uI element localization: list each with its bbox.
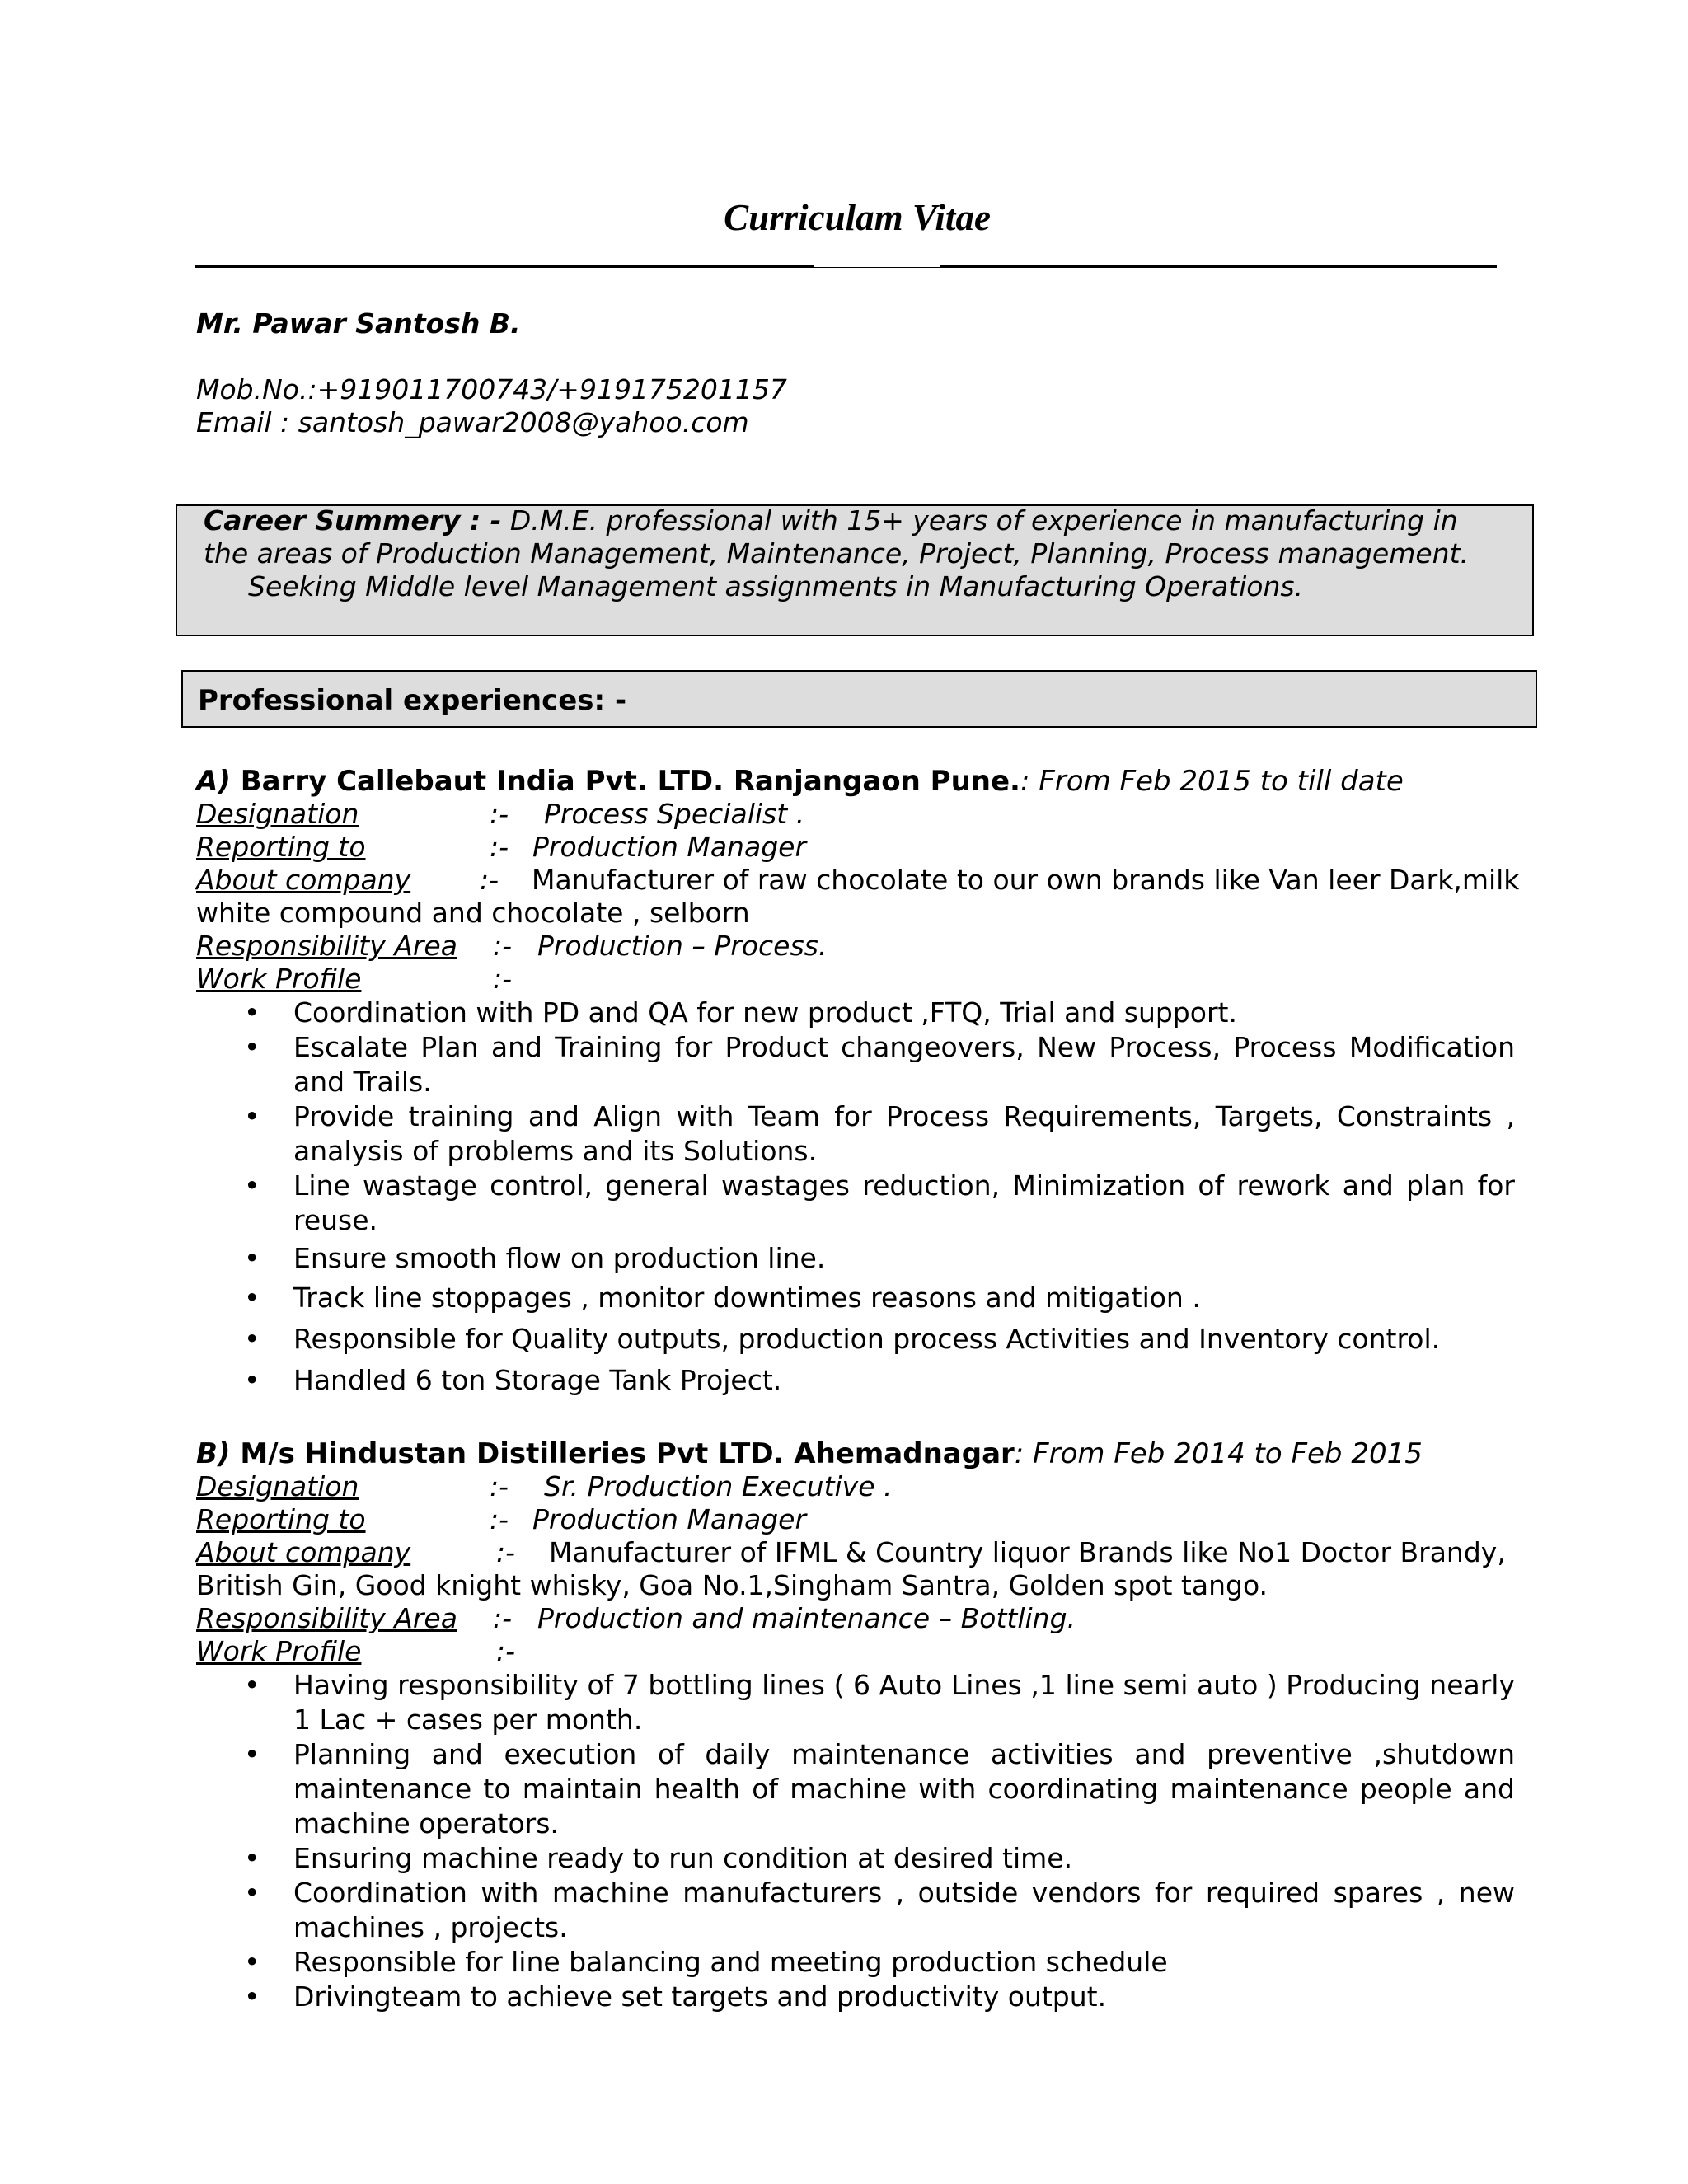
- company-letter: B): [196, 1437, 231, 1470]
- list-item: • Responsible for Quality outputs, production process Activities and Inventory control.: [244, 1323, 1441, 1355]
- designation-value: Sr. Production Executive .: [544, 1470, 893, 1502]
- bullet-icon: •: [244, 1364, 260, 1396]
- email-address: Email : santosh_pawar2008@yahoo.com: [196, 406, 749, 438]
- list-item: • Coordination with machine manufacturers , outside vendors for required spares , new machines , projects.: [244, 1877, 1515, 1943]
- company-heading: [196, 1437, 1423, 1470]
- designation-value: Process Specialist .: [544, 798, 805, 830]
- list-item: • Handled 6 ton Storage Tank Project.: [244, 1364, 782, 1396]
- about-company-value: Manufacturer of IFML & Country liquor Brands like No1 Doctor Brandy,: [549, 1536, 1506, 1568]
- about-company-continued: white compound and chocolate , selborn: [196, 897, 750, 929]
- designation-label: Designation: [196, 798, 359, 830]
- bullet-icon: •: [244, 1877, 260, 1909]
- bullet-icon: •: [244, 1242, 260, 1274]
- responsibility-separator: :-: [493, 930, 513, 962]
- designation-separator: :-: [490, 798, 509, 830]
- company-letter: A): [196, 765, 231, 798]
- reporting-label: Reporting to: [196, 831, 366, 863]
- about-company-separator: :-: [496, 1536, 516, 1568]
- responsibility-separator: :-: [493, 1602, 513, 1634]
- career-summary-label: Career Summery : -: [204, 504, 502, 537]
- list-item: • Planning and execution of daily maintenance activities and preventive ,shutdown maintenance to maintain health of machine with coordinating maintenance people and machine operators.: [244, 1738, 1515, 1840]
- company-period: : From Feb 2015 to till date: [1020, 765, 1404, 798]
- list-item: • Having responsibility of 7 bottling lines ( 6 Auto Lines ,1 line semi auto ) Producing nearly 1 Lac + cases per month.: [244, 1669, 1515, 1736]
- designation-row: [196, 1470, 893, 1502]
- document-title: Curriculam Vitae: [724, 197, 991, 238]
- company-heading: [196, 765, 1404, 798]
- responsibility-label: Responsibility Area: [196, 1602, 457, 1634]
- bullet-icon: •: [244, 1031, 260, 1063]
- career-summary-objective: Seeking Middle level Management assignments in Manufacturing Operations.: [248, 570, 1304, 602]
- reporting-separator: :-: [490, 831, 509, 863]
- career-summary: [204, 504, 1481, 603]
- responsibility-value: Production – Process.: [537, 930, 828, 962]
- about-company-row: [196, 1536, 1506, 1568]
- company-period: : From Feb 2014 to Feb 2015: [1014, 1437, 1423, 1470]
- bullet-icon: •: [244, 1323, 260, 1355]
- designation-label: Designation: [196, 1470, 359, 1502]
- work-profile-separator: :-: [493, 963, 513, 995]
- work-profile-label: Work Profile: [196, 1635, 362, 1667]
- list-item: • Line wastage control, general wastages reduction, Minimization of rework and plan for reuse.: [244, 1169, 1515, 1236]
- reporting-value: Production Manager: [532, 1503, 807, 1535]
- list-item: • Responsible for line balancing and meeting production schedule: [244, 1946, 1168, 1978]
- designation-separator: :-: [490, 1470, 509, 1502]
- responsibility-row: [196, 930, 828, 962]
- about-company-label: About company: [196, 864, 411, 896]
- bullet-icon: •: [244, 1842, 260, 1874]
- work-profile-row: [196, 1635, 516, 1667]
- title-rule-thin: [814, 267, 940, 268]
- reporting-value: Production Manager: [532, 831, 807, 863]
- bullet-icon: •: [244, 1100, 260, 1132]
- bullet-icon: •: [244, 1980, 260, 2013]
- about-company-row: [196, 864, 1520, 896]
- bullet-icon: •: [244, 1946, 260, 1978]
- list-item: • Coordination with PD and QA for new product ,FTQ, Trial and support.: [244, 996, 1237, 1029]
- experience-section-title: Professional experiences: -: [198, 684, 627, 717]
- responsibility-label: Responsibility Area: [196, 930, 457, 962]
- list-item: • Escalate Plan and Training for Product changeovers, New Process, Process Modification and Trails.: [244, 1031, 1515, 1098]
- bullet-icon: •: [244, 1169, 260, 1202]
- work-profile-list: [196, 1668, 1515, 2014]
- company-name: Barry Callebaut India Pvt. LTD. Ranjangaon Pune.: [240, 765, 1020, 798]
- bullet-icon: •: [244, 1282, 260, 1314]
- bullet-icon: •: [244, 996, 260, 1029]
- list-item: • Provide training and Align with Team for Process Requirements, Targets, Constraints , analysis of problems and its Solutions.: [244, 1100, 1515, 1167]
- reporting-row: [196, 1503, 807, 1535]
- responsibility-value: Production and maintenance – Bottling.: [537, 1602, 1076, 1634]
- bullet-icon: •: [244, 1738, 260, 1770]
- reporting-separator: :-: [490, 1503, 509, 1535]
- list-item: • Ensuring machine ready to run condition at desired time.: [244, 1842, 1073, 1874]
- candidate-name: Mr. Pawar Santosh B.: [196, 307, 521, 340]
- list-item: • Drivingteam to achieve set targets and productivity output.: [244, 1980, 1107, 2013]
- reporting-row: [196, 831, 807, 863]
- work-profile-row: [196, 963, 513, 995]
- work-profile-label: Work Profile: [196, 963, 362, 995]
- work-profile-separator: :-: [496, 1635, 516, 1667]
- mobile-number: Mob.No.:+919011700743/+919175201157: [196, 373, 787, 405]
- company-name: M/s Hindustan Distilleries Pvt LTD. Ahemadnagar: [240, 1437, 1015, 1470]
- about-company-continued: British Gin, Good knight whisky, Goa No.1,Singham Santra, Golden spot tango.: [196, 1569, 1268, 1601]
- work-profile-list: [196, 996, 1515, 1398]
- reporting-label: Reporting to: [196, 1503, 366, 1535]
- designation-row: [196, 798, 805, 830]
- career-summary-text: D.M.E. professional with 15+ years of experience in manufacturing in the areas of Production Management, Maintenance, Project, Planning, Process management.: [204, 504, 1470, 569]
- about-company-label: About company: [196, 1536, 411, 1568]
- about-company-value: Manufacturer of raw chocolate to our own brands like Van leer Dark,milk: [532, 864, 1520, 896]
- responsibility-row: [196, 1602, 1076, 1634]
- bullet-icon: •: [244, 1669, 260, 1701]
- list-item: • Ensure smooth flow on production line.: [244, 1242, 826, 1274]
- list-item: • Track line stoppages , monitor downtimes reasons and mitigation .: [244, 1282, 1201, 1314]
- about-company-separator: :-: [480, 864, 499, 896]
